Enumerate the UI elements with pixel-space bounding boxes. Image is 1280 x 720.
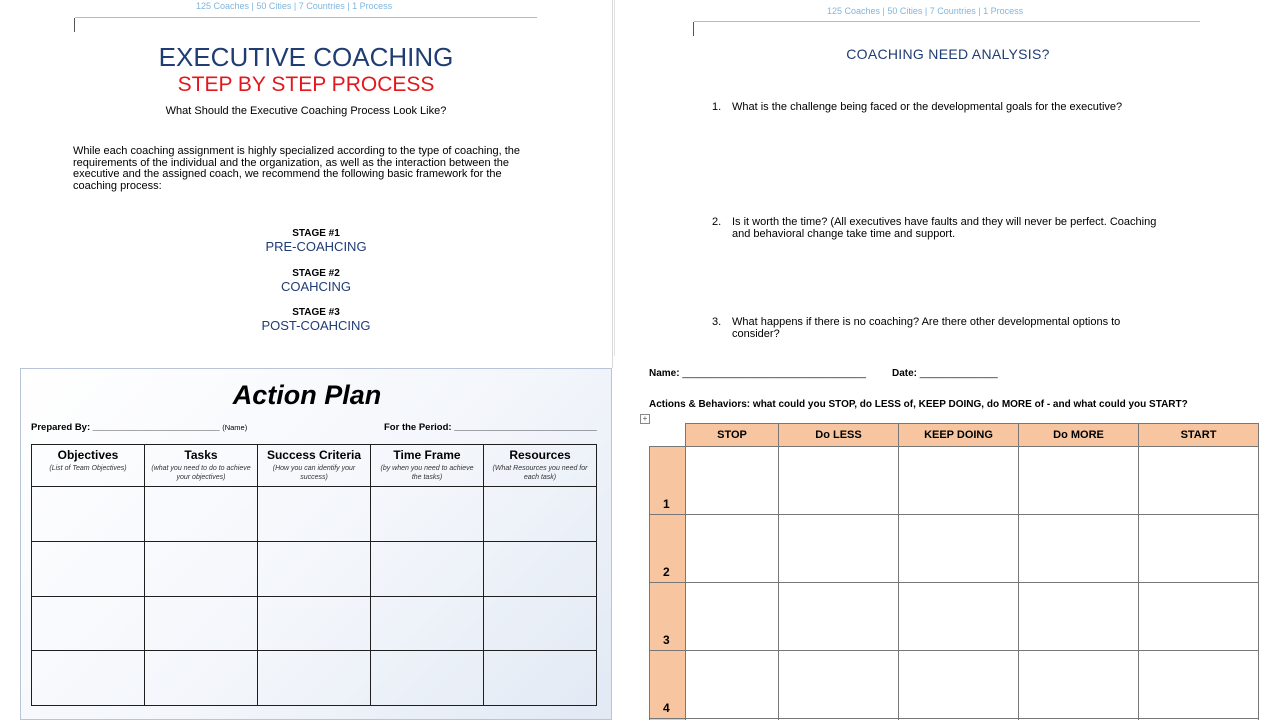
grid-cell[interactable] — [1139, 651, 1259, 719]
grid-cell[interactable] — [686, 583, 779, 651]
table-row — [32, 651, 597, 706]
behaviors-grid — [649, 423, 1259, 720]
grid-cell[interactable] — [899, 583, 1019, 651]
table-cell[interactable] — [484, 487, 597, 542]
column-header: Do MORE — [1019, 424, 1139, 447]
header-rule — [75, 17, 537, 18]
process-question: What Should the Executive Coaching Process Look Like? — [165, 105, 447, 117]
date-label: Date: — [892, 368, 918, 379]
header-tick — [74, 18, 75, 32]
intro-line: executive and the assigned coach, we recommend the following basic framework for the — [73, 168, 502, 180]
question-line: What happens if there is no coaching? Are there other developmental options to — [732, 316, 1121, 328]
question-number: 3. — [712, 316, 722, 328]
grid-corner — [650, 424, 686, 447]
process-intro — [73, 146, 520, 192]
date-field[interactable] — [892, 368, 998, 379]
row-number: 3 — [650, 583, 686, 651]
column-header — [32, 445, 145, 487]
stage-name: PRE-COAHCING — [265, 239, 367, 254]
table-cell[interactable] — [484, 651, 597, 706]
grid-cell[interactable] — [779, 447, 899, 515]
column-header — [258, 445, 371, 487]
grid-cell[interactable] — [1019, 447, 1139, 515]
row-number: 4 — [650, 651, 686, 719]
grid-cell[interactable] — [686, 651, 779, 719]
action-plan-table — [31, 444, 597, 706]
grid-cell[interactable] — [686, 515, 779, 583]
question-number: 1. — [712, 101, 722, 113]
grid-cell[interactable] — [1139, 583, 1259, 651]
column-title: Objectives — [57, 448, 119, 462]
grid-row — [650, 583, 1259, 651]
tagline: 125 Coaches | 50 Cities | 7 Countries | 1 Process — [827, 6, 1024, 16]
table-cell[interactable] — [258, 487, 371, 542]
grid-cell[interactable] — [779, 583, 899, 651]
column-hint: (by when you need to achieve the tasks) — [380, 465, 474, 481]
grid-row — [650, 515, 1259, 583]
column-hint: (what you need to do to achieve your objectives) — [151, 465, 251, 481]
grid-cell[interactable] — [899, 515, 1019, 583]
action-plan-title: Action Plan — [232, 380, 382, 410]
period-field[interactable]: For the Period: ___________________________ — [384, 422, 597, 433]
row-number: 1 — [650, 447, 686, 515]
table-cell[interactable] — [145, 541, 258, 596]
column-header — [145, 445, 258, 487]
table-cell[interactable] — [32, 487, 145, 542]
table-cell[interactable] — [32, 541, 145, 596]
header-tick — [693, 22, 694, 36]
table-cell[interactable] — [371, 487, 484, 542]
column-hint: (How you can identify your success) — [272, 465, 356, 481]
table-cell[interactable] — [484, 541, 597, 596]
column-header — [484, 445, 597, 487]
grid-cell[interactable] — [1139, 515, 1259, 583]
table-cell[interactable] — [258, 541, 371, 596]
column-header: KEEP DOING — [899, 424, 1019, 447]
action-plan-page — [20, 368, 612, 720]
process-subtitle: STEP BY STEP PROCESS — [177, 73, 435, 96]
table-cell[interactable] — [145, 651, 258, 706]
grid-cell[interactable] — [899, 447, 1019, 515]
table-cell[interactable] — [371, 651, 484, 706]
needs-page — [614, 0, 1280, 356]
plus-box-icon[interactable]: + — [640, 414, 650, 424]
name-field[interactable] — [649, 368, 866, 379]
table-cell[interactable] — [371, 541, 484, 596]
behaviors-page — [614, 356, 1280, 720]
table-row — [32, 541, 597, 596]
column-title: Success Criteria — [266, 448, 362, 462]
table-cell[interactable] — [32, 651, 145, 706]
prepared-by-field[interactable] — [31, 422, 247, 433]
grid-row — [650, 651, 1259, 719]
grid-cell[interactable] — [1019, 515, 1139, 583]
column-header — [371, 445, 484, 487]
grid-cell[interactable] — [779, 651, 899, 719]
question-line: Is it worth the time? (All executives have faults and they will never be perfect. Coaching — [732, 216, 1157, 228]
process-title: EXECUTIVE COACHING — [158, 42, 454, 72]
table-cell[interactable] — [32, 596, 145, 651]
column-header: STOP — [686, 424, 779, 447]
column-title: Tasks — [184, 448, 218, 462]
row-number: 2 — [650, 515, 686, 583]
date-line: ______________ — [919, 368, 998, 379]
question-line: What is the challenge being faced or the developmental goals for the executive? — [732, 101, 1123, 113]
column-title: Resources — [509, 448, 571, 462]
column-header: Do LESS — [779, 424, 899, 447]
grid-cell[interactable] — [1019, 583, 1139, 651]
grid-cell[interactable] — [1139, 447, 1259, 515]
process-page — [0, 0, 613, 368]
question-line: consider? — [732, 328, 780, 340]
prepared-by-label: Prepared By: ________________________ — [31, 422, 220, 433]
grid-cell[interactable] — [686, 447, 779, 515]
table-cell[interactable] — [484, 596, 597, 651]
stage-label: STAGE #1 — [292, 228, 340, 239]
name-label: Name: — [649, 368, 680, 379]
stage-label: STAGE #2 — [292, 268, 340, 279]
table-cell[interactable] — [258, 651, 371, 706]
table-cell[interactable] — [145, 487, 258, 542]
question-line: and behavioral change take time and support. — [732, 228, 956, 240]
grid-header-row — [650, 424, 1259, 447]
table-row — [32, 596, 597, 651]
name-hint: (Name) — [222, 423, 248, 432]
table-cell[interactable] — [371, 596, 484, 651]
header-rule — [694, 21, 1200, 22]
grid-cell[interactable] — [1019, 651, 1139, 719]
table-row — [32, 487, 597, 542]
needs-title: COACHING NEED ANALYSIS? — [846, 46, 1050, 62]
intro-line: coaching process: — [73, 179, 162, 192]
column-header: START — [1139, 424, 1259, 447]
grid-cell[interactable] — [779, 515, 899, 583]
column-title: Time Frame — [393, 448, 461, 462]
intro-line: requirements of the individual and the organization, as well as the interaction between the — [73, 156, 509, 169]
question-number: 2. — [712, 216, 722, 228]
stage-label: STAGE #3 — [292, 307, 340, 318]
table-cell[interactable] — [258, 596, 371, 651]
grid-cell[interactable] — [899, 651, 1019, 719]
stage-name: POST-COAHCING — [261, 318, 371, 333]
tagline: 125 Coaches | 50 Cities | 7 Countries | 1 Process — [196, 1, 393, 11]
column-hint: (List of Team Objectives) — [49, 465, 127, 472]
name-line: _________________________________ — [682, 368, 866, 379]
intro-line: While each coaching assignment is highly specialized according to the type of coaching, the — [73, 145, 520, 157]
grid-row — [650, 447, 1259, 515]
stage-name: COAHCING — [280, 279, 352, 294]
table-header-row — [32, 445, 597, 487]
column-hint: (What Resources you need for each task) — [492, 465, 588, 481]
table-cell[interactable] — [145, 596, 258, 651]
behaviors-heading: Actions & Behaviors: what could you STOP, do LESS of, KEEP DOING, do MORE of - and what could you START? — [649, 399, 1188, 410]
